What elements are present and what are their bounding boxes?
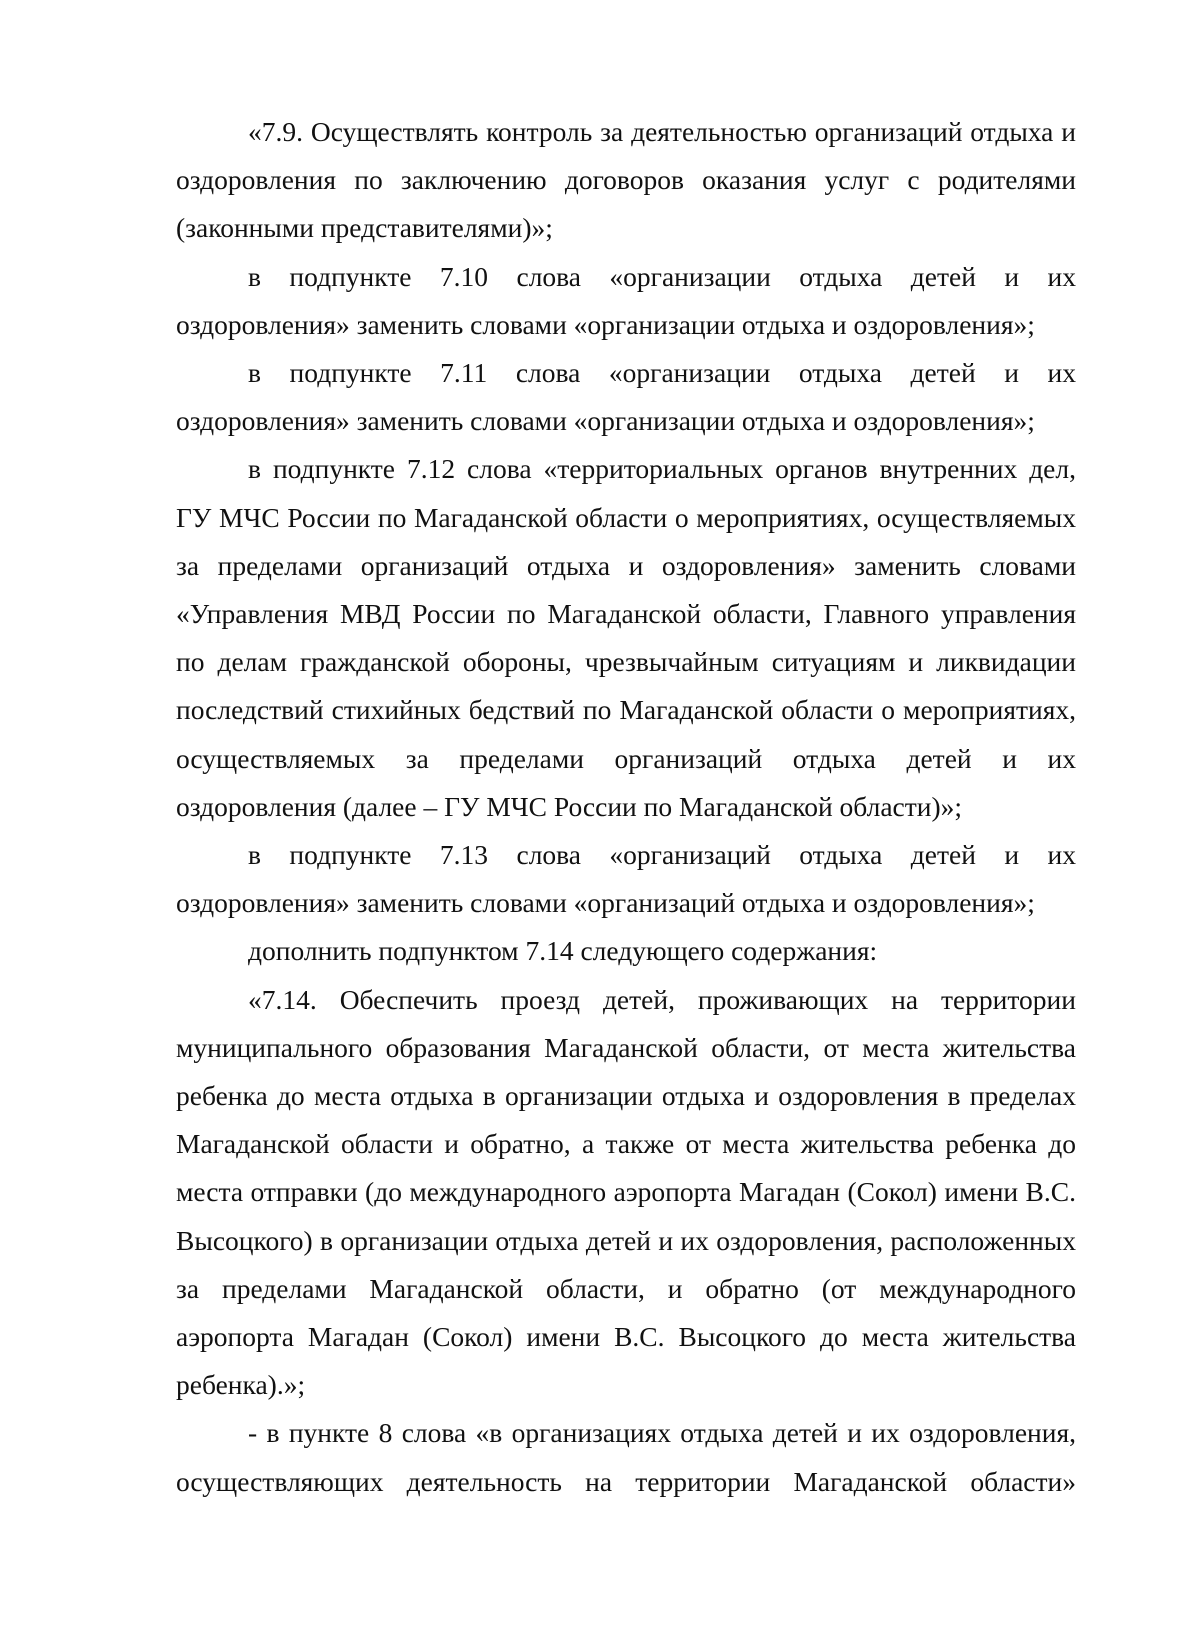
paragraph-add-7-14: дополнить подпунктом 7.14 следующего содержания: [248, 935, 878, 967]
paragraph-7-12: в подпункте 7.12 слова «территориальных органов внутренних дел, ГУ МЧС России по Магаданской области о мероприятиях, осуществляемых за пределами организаций отдыха и оздоровления» заменить словами «Управления МВД России по Магаданской области, Главного управления по делам гражданской обороны, чрезвычайным ситуациям и ликвидации последствий стихийных бедствий по Магаданской области о мероприятиях, осуществляемых за пределами организаций отдыха детей и их оздоровления (далее – ГУ МЧС России по Магаданской области)»; [176, 453, 1076, 822]
paragraph-7-9: «7.9. Осуществлять контроль за деятельностью организаций отдыха и оздоровления по заключению договоров оказания услуг с родителями (законными представителями)»; [176, 116, 1076, 244]
paragraph-7-13: в подпункте 7.13 слова «организаций отдыха детей и их оздоровления» заменить словами «организаций отдыха и оздоровления»; [176, 839, 1076, 919]
paragraph-7-14: «7.14. Обеспечить проезд детей, проживающих на территории муниципального образования Магаданской области, от места жительства ребенка до места отдыха в организации отдыха и оздоровления в пределах Магаданской области и обратно, а также от места жительства ребенка до места отправки (до международного аэропорта Магадан (Сокол) имени В.С. Высоцкого) в организации отдыха детей и их оздоровления, расположенных за пределами Магаданской области, и обратно (от международного аэропорта Магадан (Сокол) имени В.С. Высоцкого до места жительства ребенка).»; [176, 983, 1076, 1401]
paragraph-7-10: в подпункте 7.10 слова «организации отдыха детей и их оздоровления» заменить словами «организации отдыха и оздоровления»; [176, 260, 1076, 340]
document-body [176, 108, 1076, 1506]
paragraph-point-8: - в пункте 8 слова «в организациях отдыха детей и их оздоровления, осуществляющих деятельность на территории Магаданской области» [176, 1417, 1076, 1497]
paragraph-7-11: в подпункте 7.11 слова «организации отдыха детей и их оздоровления» заменить словами «организации отдыха и оздоровления»; [176, 357, 1076, 437]
